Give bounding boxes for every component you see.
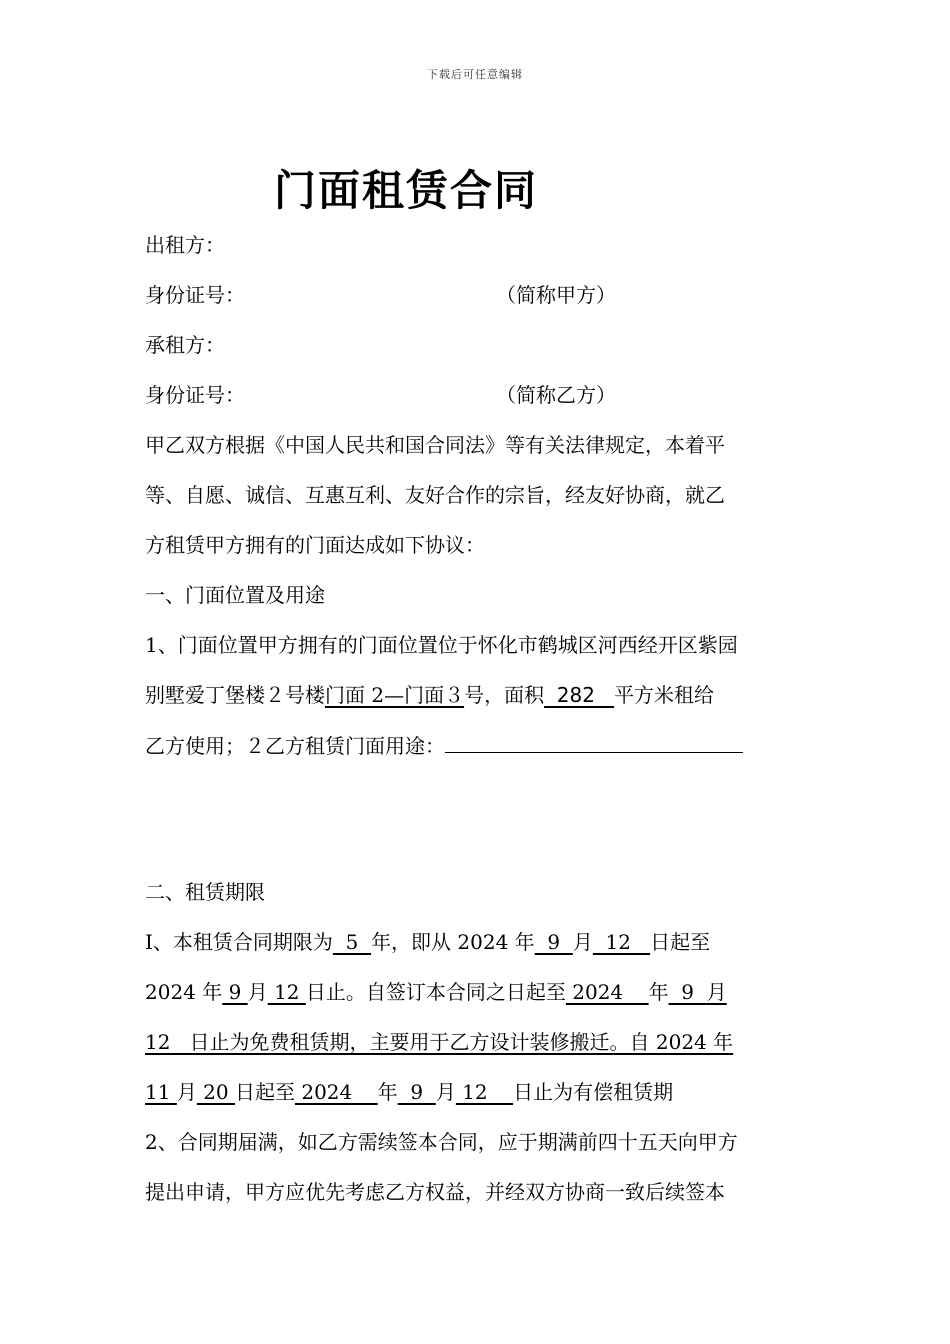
text: 月 <box>176 1080 197 1104</box>
section1-line <box>145 680 714 710</box>
free-end-year: 2024 <box>565 980 649 1004</box>
text: 日起至 <box>234 1080 295 1104</box>
lessor-label: 出租方： <box>145 233 225 257</box>
text: 号，面积 <box>464 683 545 707</box>
shop-range: 门面 2—门面３ <box>325 683 465 707</box>
end-month: 9 <box>222 980 248 1004</box>
text: 日止为免费租赁期，主要用于乙方设计装修搬迁。自 2024 年 <box>189 1030 734 1054</box>
intro-line: 方租赁甲方拥有的门面达成如下协议： <box>145 533 485 557</box>
free-end-day: 12 <box>145 1030 190 1054</box>
text: 月 <box>247 980 268 1004</box>
party-a-note: （简称甲方） <box>496 283 616 307</box>
section1-line: 1、门面位置甲方拥有的门面位置位于怀化市鹤城区河西经开区紫园 <box>145 633 738 657</box>
contract-title: 门面租赁合同 <box>274 166 539 215</box>
text: I、本租赁合同期限为 <box>145 930 333 954</box>
text: 月 <box>435 1080 456 1104</box>
section1-heading: 一、门面位置及用途 <box>145 583 325 607</box>
party-b-note: （简称乙方） <box>496 383 616 407</box>
section2-line <box>145 977 727 1007</box>
section2-line <box>145 927 710 957</box>
section1-line <box>145 730 743 760</box>
text: 日止。自签订本合同之日起至 <box>305 980 566 1004</box>
id-label-lessee: 身份证号： <box>145 383 245 407</box>
text: 年，即从 2024 年 <box>371 930 535 954</box>
usage-blank <box>445 730 743 753</box>
paid-end-month: 9 <box>397 1080 436 1104</box>
start-day: 12 <box>592 930 651 954</box>
section2-line <box>145 1027 733 1057</box>
text: 平方米租给 <box>614 683 715 707</box>
section2-line: 2、合同期届满，如乙方需续签本合同，应于期满前四十五天向甲方 <box>145 1130 738 1154</box>
section2-line <box>145 1077 673 1107</box>
section2-heading: 二、租赁期限 <box>145 880 265 904</box>
paid-start-month: 11 <box>145 1080 177 1104</box>
text: 别墅爱丁堡楼２号楼 <box>145 683 325 707</box>
text: 日止为有偿租赁期 <box>513 1080 674 1104</box>
intro-line: 等、自愿、诚信、互惠互利、友好合作的宗旨，经友好协商，就乙 <box>145 483 725 507</box>
paid-end-day: 12 <box>455 1080 514 1104</box>
usage-label: ２乙方租赁门面用途： <box>245 734 445 758</box>
free-end-month: 9 <box>668 980 707 1004</box>
text: 2024 年 <box>145 980 223 1004</box>
intro-line: 甲乙双方根据《中国人民共和国合同法》等有关法律规定，本着平 <box>145 433 725 457</box>
header-note: 下载后可任意编辑 <box>427 68 523 81</box>
text: 月 <box>706 980 727 1004</box>
term-years: 5 <box>332 930 372 954</box>
id-label-lessor: 身份证号： <box>145 283 245 307</box>
text: 年 <box>648 980 669 1004</box>
text: 日起至 <box>650 930 711 954</box>
area-value: 282 <box>544 683 615 707</box>
paid-start-day: 20 <box>196 1080 235 1104</box>
lessee-label: 承租方： <box>145 333 225 357</box>
text: 乙方使用； <box>145 734 245 758</box>
end-day: 12 <box>267 980 306 1004</box>
text: 年 <box>377 1080 398 1104</box>
text: 月 <box>572 930 593 954</box>
start-month: 9 <box>534 930 573 954</box>
paid-end-year: 2024 <box>294 1080 378 1104</box>
section2-line: 提出申请，甲方应优先考虑乙方权益，并经双方协商一致后续签本 <box>145 1180 725 1204</box>
